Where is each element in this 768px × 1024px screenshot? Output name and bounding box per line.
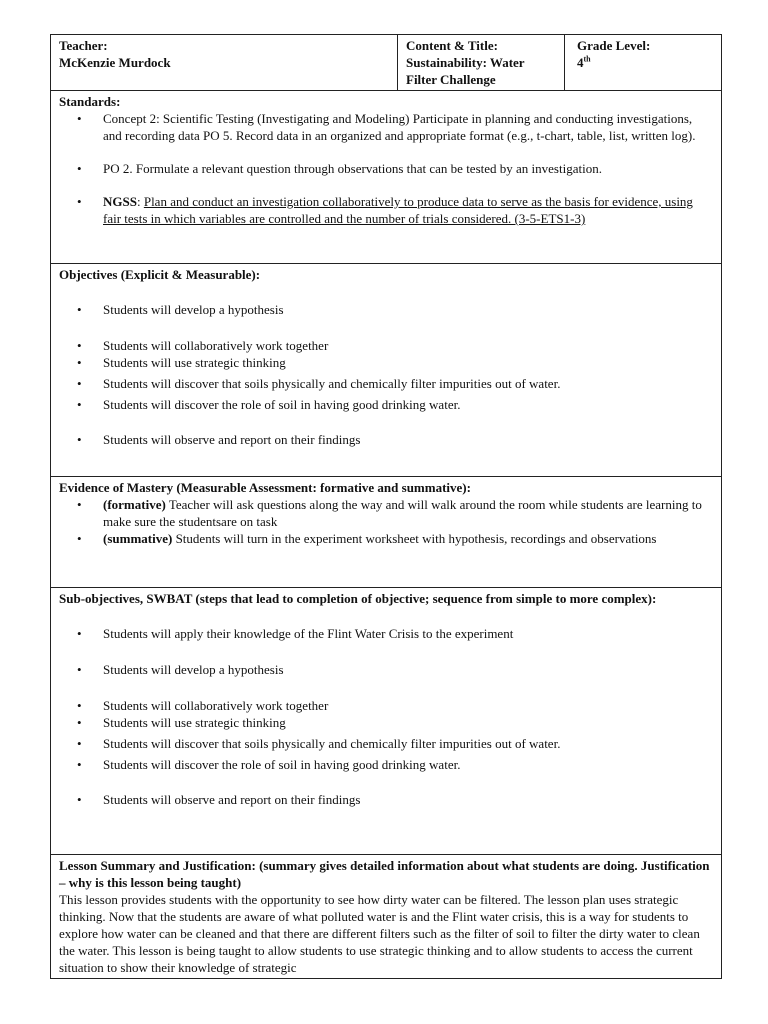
header-row: [51, 35, 722, 91]
summative-label: (summative): [103, 531, 173, 546]
subobjective-item: • Students will use strategic thinking: [103, 714, 713, 731]
standard-item-ngss: [103, 193, 713, 227]
subobjectives-row: [51, 588, 722, 855]
objectives-cell: [51, 264, 722, 477]
standards-list: [59, 110, 713, 227]
evidence-heading: Evidence of Mastery (Measurable Assessment: formative and summative):: [59, 480, 471, 495]
objectives-heading: Objectives (Explicit & Measurable):: [59, 267, 261, 282]
evidence-item-formative: [103, 496, 713, 530]
objectives-list: [59, 301, 713, 448]
lesson-plan-table: [50, 34, 722, 979]
subobjective-item: • Students will observe and report on their findings: [103, 791, 713, 808]
subobjectives-list: [59, 625, 713, 808]
grade-number: 4: [577, 55, 584, 70]
teacher-cell: [51, 35, 398, 91]
standard-item: • PO 2. Formulate a relevant question through observations that can be tested by an investigation.: [103, 160, 713, 177]
summary-cell: [51, 855, 722, 979]
summary-row: [51, 855, 722, 979]
subobjective-item: • Students will discover the role of soil in having good drinking water.: [103, 756, 713, 773]
subobjective-item: • Students will develop a hypothesis: [103, 661, 713, 678]
objective-item: • Students will collaboratively work together: [103, 337, 713, 354]
objective-item: • Students will develop a hypothesis: [103, 301, 713, 318]
summative-text: Students will turn in the experiment worksheet with hypothesis, recordings and observations: [172, 531, 657, 546]
content-title-value: Sustainability: Water Filter Challenge: [406, 55, 525, 87]
objective-item: • Students will observe and report on their findings: [103, 431, 713, 448]
subobjective-item: • Students will discover that soils physically and chemically filter impurities out of water.: [103, 735, 713, 752]
standards-row: [51, 91, 722, 264]
subobjectives-heading: Sub-objectives, SWBAT (steps that lead to completion of objective; sequence from simple to more complex):: [59, 591, 657, 606]
lesson-plan-document: [50, 34, 722, 979]
standard-item: • Concept 2: Scientific Testing (Investigating and Modeling) Participate in planning and conducting investigations, and recording data PO 5. Record data in an organized and appropriate format (e.g., t-chart, table, list, written log).: [103, 110, 713, 144]
content-title-label: Content & Title:: [406, 38, 498, 53]
summary-body: This lesson provides students with the opportunity to see how dirty water can be filtered. The lesson plan uses strategic thinking. Now that the students are aware of what polluted water is and the Flint water crisis, this is a way for students to explore how water can be cleaned and that there are different filters such as the filter of soil to filter the dirty water to clean the water. This lesson is being taught to allow students to use strategic thinking and to allow students to access the current situation to show their knowledge of strategic: [59, 892, 700, 975]
ngss-text: Plan and conduct an investigation collaboratively to produce data to serve as the basis for evidence, using fair tests in which variables are controlled and the number of trials considered. (3-5-ETS1-3): [103, 194, 693, 226]
teacher-label: Teacher:: [59, 38, 108, 53]
grade-level-label: Grade Level:: [577, 38, 651, 53]
teacher-name: McKenzie Murdock: [59, 55, 171, 70]
evidence-item-summative: [103, 530, 713, 547]
formative-text: Teacher will ask questions along the way and will walk around the room while students are learning to make sure the studentsare on task: [103, 497, 702, 529]
formative-label: (formative): [103, 497, 166, 512]
content-title-cell: [398, 35, 565, 91]
objective-item: • Students will discover that soils physically and chemically filter impurities out of water.: [103, 375, 713, 392]
ngss-label: NGSS: [103, 194, 137, 209]
subobjectives-cell: [51, 588, 722, 855]
grade-level-cell: [565, 35, 722, 91]
ngss-colon: :: [136, 194, 144, 209]
objective-item: • Students will use strategic thinking: [103, 354, 713, 371]
standards-cell: [51, 91, 722, 264]
subobjective-item: • Students will collaboratively work together: [103, 697, 713, 714]
evidence-cell: [51, 477, 722, 588]
subobjective-item: • Students will apply their knowledge of the Flint Water Crisis to the experiment: [103, 625, 713, 642]
evidence-row: [51, 477, 722, 588]
evidence-list: [59, 496, 713, 547]
grade-level-value: [573, 54, 713, 71]
grade-suffix: th: [583, 54, 591, 64]
objective-item: • Students will discover the role of soil in having good drinking water.: [103, 396, 713, 413]
standards-heading: Standards:: [59, 94, 121, 109]
objectives-row: [51, 264, 722, 477]
summary-heading: Lesson Summary and Justification: (summary gives detailed information about what students are doing. Justification – why is this lesson being taught): [59, 858, 710, 890]
